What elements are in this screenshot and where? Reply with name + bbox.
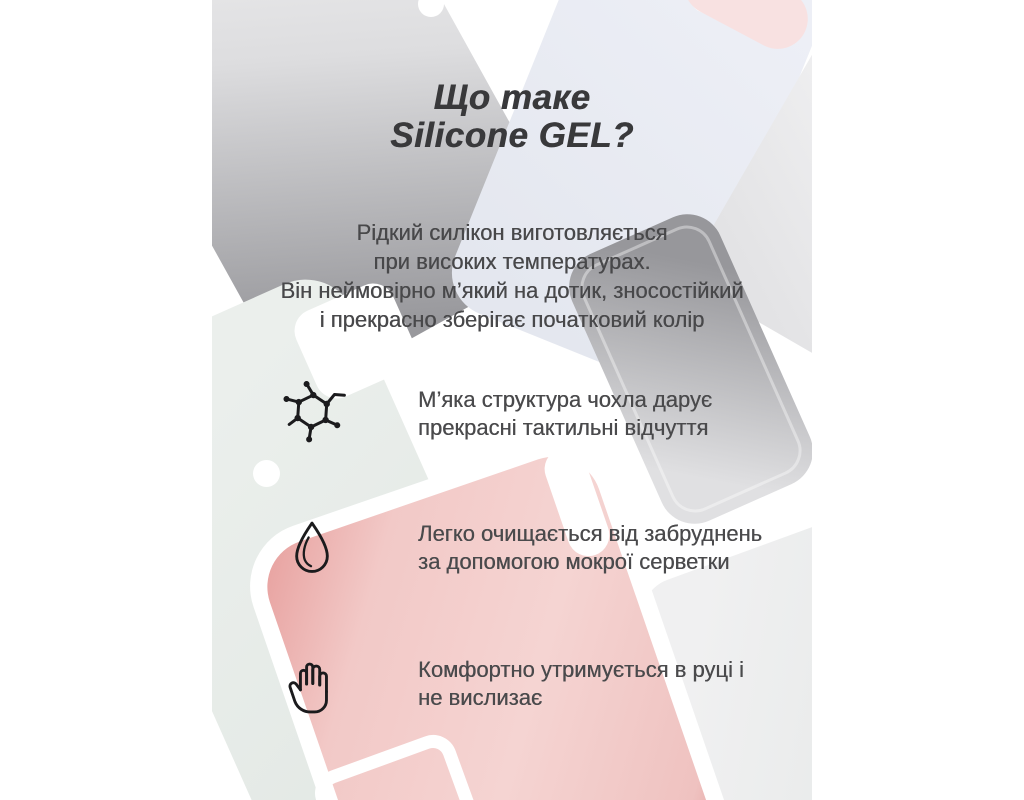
feature-text — [418, 520, 762, 576]
intro-line: Рідкий силікон виготовляється — [356, 220, 668, 245]
title-line-1: Що таке — [433, 78, 591, 118]
intro-line: і прекрасно зберігає початковий колір — [319, 307, 705, 332]
feature-line: не вислизає — [418, 685, 543, 710]
feature-text — [418, 656, 744, 712]
hand-icon — [278, 642, 346, 726]
feature-line: прекрасні тактильні відчуття — [418, 415, 709, 440]
feature-text — [418, 386, 712, 442]
feature-easy-clean — [278, 506, 762, 590]
feature-line: Комфортно утримується в руці і — [418, 657, 744, 682]
page-title — [212, 79, 812, 155]
feature-soft-structure — [278, 372, 712, 456]
intro-line: при високих температурах. — [373, 249, 651, 274]
droplet-icon — [278, 506, 346, 590]
molecule-icon — [278, 372, 346, 456]
title-line-2: Silicone GEL? — [390, 116, 634, 156]
intro-paragraph — [212, 218, 812, 334]
intro-line: Він неймовірно м’який на дотик, зносостійкий — [280, 278, 744, 303]
feature-line: М’яка структура чохла дарує — [418, 387, 713, 412]
feature-comfort-grip — [278, 642, 744, 726]
feature-line: Легко очищається від забруднень — [418, 521, 763, 546]
feature-line: за допомогою мокрої серветки — [418, 549, 730, 574]
